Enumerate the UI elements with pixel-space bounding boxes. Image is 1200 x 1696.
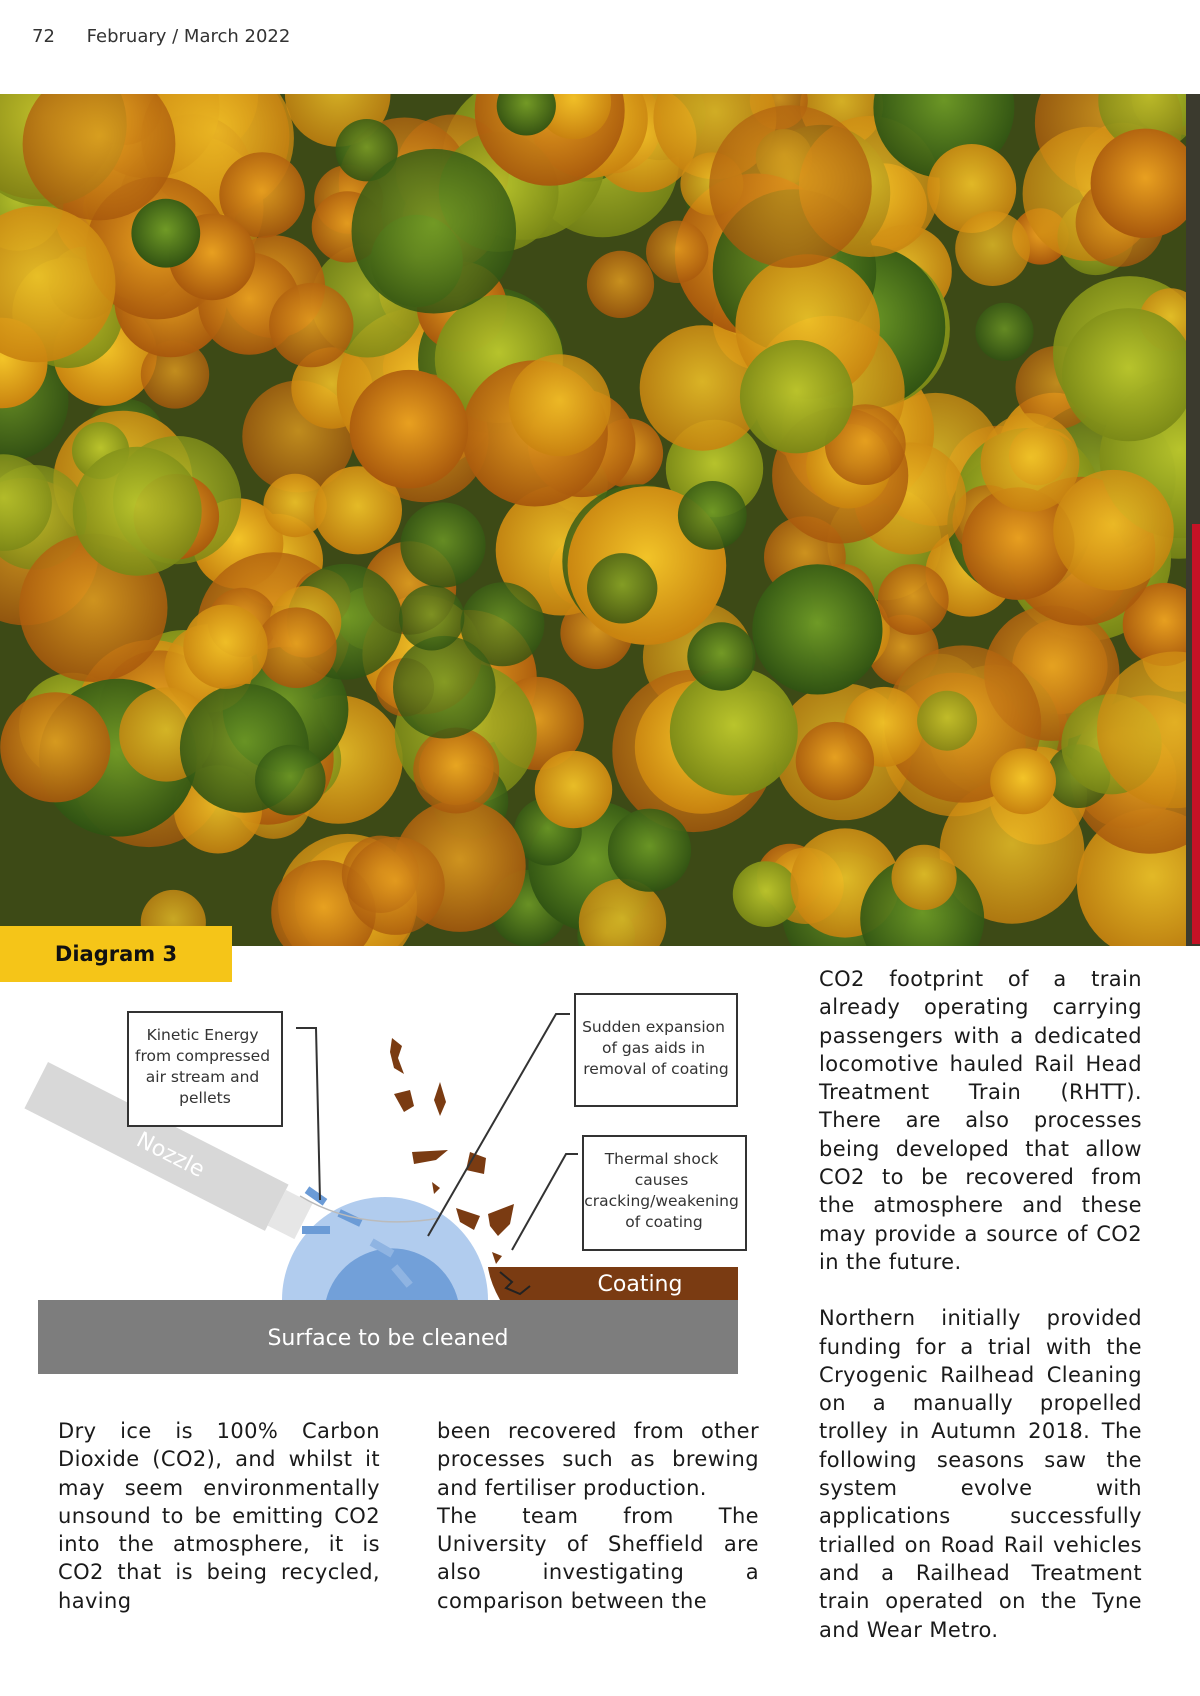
page-header [32, 26, 290, 47]
tree-crown [535, 751, 612, 828]
tree-crown [646, 221, 708, 283]
tree-crown [796, 722, 874, 800]
article-column-3 [819, 965, 1142, 1644]
tree-crown [509, 354, 611, 456]
article-column-2 [437, 1417, 759, 1615]
tree-crown [608, 809, 691, 892]
tree-crown [347, 837, 445, 935]
coating-label: Coating [597, 1272, 683, 1297]
tree-crown [256, 607, 337, 688]
page-number: 72 [32, 26, 55, 47]
column-3-paragraph-2: Northern initially provided funding for a trial with the Cryogenic Railhead Cleaning on a manually propelled trolley in Autumn 2018. The following seasons saw the system evolve with applications successfully trialled on Road Rail vehicles and a Railhead Treatment train operated on the Tyne and Wear Metro. [819, 1306, 1142, 1642]
tree-crown [990, 748, 1056, 814]
issue-date: February / March 2022 [86, 26, 291, 47]
tree-crown [131, 199, 200, 268]
svg-text:Kinetic Energy from comp: Kinetic Energy from compressed air stream and pellets [135, 1026, 271, 1107]
tree-crown [400, 502, 485, 587]
tree-crown [393, 636, 496, 739]
nozzle-label: Nozzle [132, 1127, 209, 1183]
autumn-forest-photo [0, 94, 1200, 946]
tree-crown [955, 211, 1030, 286]
article-column-1 [58, 1417, 380, 1615]
tree-crown [1091, 129, 1200, 238]
svg-text:Sudden expansion of gas: Sudden expansion of gas aids in removal of coating [582, 1018, 729, 1078]
column-3-paragraph-1: CO2 footprint of a train already operating carrying passengers with a dedicated locomotive hauled Rail Head Treatment Train (RHTT). There are also processes being developed that allow CO2 to be recovered from the atmosphere and these may provide a source of CO2 in the future. [819, 967, 1142, 1274]
tree-crown [413, 728, 499, 814]
tree-crown [183, 605, 267, 689]
tree-crown [975, 303, 1033, 361]
tree-crown [73, 447, 202, 576]
diagram-label: Diagram 3 [0, 926, 232, 982]
tree-crown [740, 340, 853, 453]
column-2-paragraph-1: been recovered from other processes such as brewing and fertiliser production. [437, 1419, 759, 1500]
tree-crown [352, 149, 517, 314]
tree-crown [687, 622, 755, 690]
surface-label: Surface to be cleaned [267, 1326, 509, 1351]
tree-crown [752, 564, 882, 694]
tree-crown [733, 861, 799, 927]
tree-crown [1053, 470, 1174, 591]
tree-crown [399, 585, 464, 650]
tree-crown [350, 370, 469, 489]
tree-crown [587, 251, 654, 318]
tree-crown [892, 845, 957, 910]
tree-crown [878, 564, 949, 635]
tree-crown [1062, 308, 1195, 441]
column-1-paragraph: Dry ice is 100% Carbon Dioxide (CO2), and whilst it may seem environmentally unsound to be emitting CO2 into the atmosphere, it is CO2 that is being recycled, having [58, 1419, 380, 1613]
tree-crown [678, 481, 747, 550]
tree-crown [255, 745, 326, 816]
tree-crown [269, 283, 353, 367]
tree-crown [709, 105, 872, 268]
column-2-paragraph-2: The team from The University of Sheffield are also investigating a comparison between the [437, 1503, 759, 1613]
tree-crown [0, 692, 110, 802]
tree-crown [917, 691, 977, 751]
dry-ice-cleaning-diagram [0, 982, 760, 1382]
svg-text:Thermal shock causes: Thermal shock causes cracking/weakening of coating [584, 1150, 739, 1231]
tree-crown [587, 553, 657, 623]
